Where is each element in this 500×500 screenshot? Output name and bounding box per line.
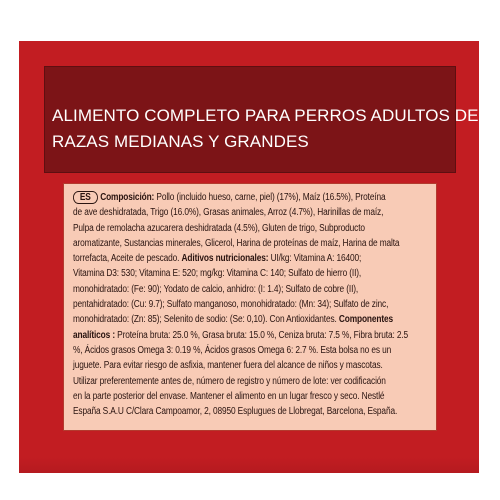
- text-line: monohidratado: (Fe: 90); Yodato de calcio, anhidro: (I: 1.4); Sulfato de cobre (II),: [73, 283, 359, 295]
- text-line: juguete. Para evitar riesgo de asfixia, mantener fuera del alcance de niños y mascotas.: [73, 360, 383, 372]
- text-line: Utilizar preferentemente antes de, número de registro y número de lote: ver codificación: [73, 375, 386, 387]
- text-line: de ave deshidratada, Trigo (16.0%), Grasas animales, Arroz (4.7%), Harinillas de maíz,: [73, 207, 384, 219]
- text-line: en la parte posterior del envase. Mantener el alimento en un lugar fresco y seco. Nestlé: [73, 390, 385, 402]
- product-title-line: ALIMENTO COMPLETO PARA PERROS ADULTOS DE: [52, 106, 479, 125]
- language-badge: ES: [73, 191, 98, 204]
- text-line: Pulpa de remolacha azucarera deshidratada (4.5%), Gluten de trigo, Subproducto: [73, 222, 365, 234]
- additives-label: Aditivos nutricionales:: [181, 253, 269, 265]
- text-line: %, Ácidos grasos Omega 3: 0.19 %, Ácidos grasos Omega 6: 2.7 %. Esta bolsa no es un: [73, 344, 392, 356]
- text-segment: Proteína bruta: 25.0 %, Grasa bruta: 15.0 %, Ceniza bruta: 7.5 %, Fibra bruta: 2.5: [114, 329, 409, 341]
- text-line: [73, 328, 409, 343]
- product-title-line: RAZAS MEDIANAS Y GRANDES: [52, 132, 309, 151]
- package-bottom-shade: [19, 457, 479, 473]
- product-title: [52, 103, 479, 155]
- text-line: España S.A.U C/Clara Campoamor, 2, 08950 Esplugues de Llobregat, Barcelona, España.: [73, 406, 398, 418]
- text-line: pentahidratado: (Cu: 9.7); Sulfato manganoso, monohidratado: (Mn: 34); Sulfato de zinc,: [73, 299, 389, 311]
- text-line: [73, 312, 394, 327]
- analytical-label: Componentes: [338, 314, 394, 326]
- analytical-label: analíticos :: [73, 329, 115, 341]
- text-segment: UI/kg: Vitamina A: 16400;: [268, 253, 362, 265]
- text-segment: Pollo (incluido hueso, carne, piel) (17%), Maíz (16.5%), Proteína: [154, 192, 386, 203]
- text-line: aromatizante, Sustancias minerales, Glicerol, Harina de proteínas de maíz, Harina de malta: [73, 237, 400, 249]
- ingredients-text: [73, 190, 409, 419]
- text-segment: torrefacta, Aceite de pescado.: [73, 253, 182, 265]
- composition-label: Composición:: [100, 192, 155, 203]
- text-line: [73, 190, 386, 205]
- text-line: [73, 251, 383, 266]
- text-line: Vitamina D3: 530; Vitamina E: 520; mg/kg: Vitamina C: 140; Sulfato de hierro (II),: [73, 268, 362, 280]
- text-segment: monohidratado: (Zn: 85); Selenito de sodio: (Se: 0,10). Con Antioxidantes.: [73, 314, 339, 326]
